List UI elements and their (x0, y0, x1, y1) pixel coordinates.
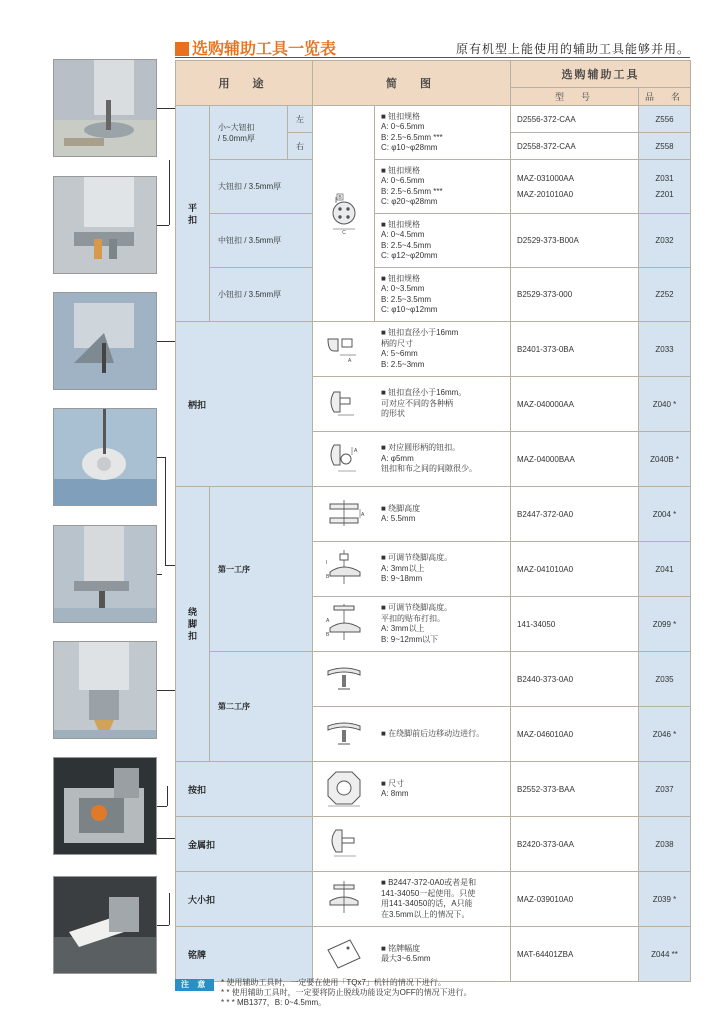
page-title: 选购辅助工具一览表 (175, 36, 336, 59)
photo-snap-button (53, 757, 157, 855)
svg-text:A: A (348, 358, 352, 363)
model-b2529: B2529-373-000 (511, 268, 639, 322)
model-mat-64401: MAT-64401ZBA (511, 927, 639, 982)
part-z046: Z046 * (639, 707, 691, 762)
desc-row-2: ■ 钮扣规格 A: 0~6.5mm B: 2.5~6.5mm *** C: φ20~φ28mm (375, 160, 511, 214)
desc-row-4: ■ 钮扣规格 A: 0~3.5mm B: 2.5~3.5mm C: φ10~φ12mm (375, 268, 511, 322)
diagram-wrap-5 (313, 718, 375, 750)
model-maz-039010: MAZ-039010A0 (511, 872, 639, 927)
part-z252: Z252 (639, 268, 691, 322)
desc-row-1: ■ 钮扣规格 A: 0~6.5mm B: 2.5~6.5mm *** C: φ10~φ28mm (375, 106, 511, 160)
cat-wrap: 绕 脚 扣 (176, 487, 210, 762)
accessory-table (175, 60, 691, 982)
model-b2401: B2401-373-0BA (511, 322, 639, 377)
model-b2552: B2552-373-BAA (511, 762, 639, 817)
diagram-label (313, 936, 375, 972)
model-d2556: D2556-372-CAA (511, 106, 639, 133)
model-141-34050: 141-34050 (511, 597, 639, 652)
cat-metal: 金属扣 (176, 817, 313, 872)
model-maz-041010: MAZ-041010A0 (511, 542, 639, 597)
part-z035: Z035 (639, 652, 691, 707)
col-model-header: 型 号 (511, 88, 639, 106)
svg-text:C: C (341, 229, 346, 235)
page-header (175, 36, 690, 60)
model-maz-046010: MAZ-046010A0 (511, 707, 639, 762)
desc-row-8: ■ 绕脚高度 A: 5.5mm (381, 503, 421, 523)
diagram-wrap-2 (313, 548, 375, 590)
svg-text:A: A (361, 512, 365, 518)
desc-row-5: ■ 钮扣直径小于16mm 柄的尺寸 A: 5~6mm B: 2.5~3mm (381, 328, 459, 369)
col-usage-header: 用 途 (176, 61, 313, 106)
sub-large: 大钮扣 / 3.5mm厚 (210, 160, 313, 214)
cat-size: 大小扣 (176, 872, 313, 927)
notes-tag: 注 意 (175, 979, 214, 991)
part-z032: Z032 (639, 214, 691, 268)
sub-step1: 第一工序 (210, 487, 313, 652)
svg-text:I: I (326, 560, 328, 566)
cat-label: 铭牌 (176, 927, 313, 982)
side-left: 左 (288, 106, 313, 133)
model-maz-040000: MAZ-040000AA (511, 377, 639, 432)
desc-row-7: ■ 对应圆形柄的钮扣。 A: φ5mm 钮扣和布之间的间隙很少。 (381, 443, 478, 474)
sub-medium: 中钮扣 / 3.5mm厚 (210, 214, 313, 268)
part-z556: Z556 (639, 106, 691, 133)
diagram-snap (313, 768, 375, 810)
desc-row-16: ■ 铭牌幅度 最大3~6.5mm (381, 943, 431, 963)
sub-step2: 第二工序 (210, 652, 313, 762)
col-option-header: 选购辅助工具 (511, 61, 691, 88)
svg-text:A: A (354, 448, 358, 454)
diagram-shank-2 (313, 388, 375, 420)
model-b2420: B2420-373-0AA (511, 817, 639, 872)
diagram-wrap-1 (313, 496, 375, 532)
diagram-shank-1 (313, 333, 375, 365)
part-z040: Z040 * (639, 377, 691, 432)
diagram-wrap-3 (313, 602, 375, 646)
desc-row-13: ■ 尺寸 A: 8mm (381, 778, 409, 798)
diagram-metal (313, 826, 375, 862)
diagram-wrap-4 (313, 663, 375, 695)
photo-label-tool (53, 876, 157, 974)
cat-flat: 平 扣 (176, 106, 210, 322)
page-subtitle: 原有机型上能使用的辅助工具能够并用。 (455, 42, 690, 56)
photo-wrap-step1-b (53, 525, 157, 623)
photo-flat-button-clamp (53, 176, 157, 274)
desc-row-15: ■ B2447-372-0A0或者是和 141-34050一起使用。只使 用141-34050的话，A只能 在3.5mm以上的情况下。 (381, 878, 477, 919)
note-line-1: * 使用辅助工具时，一定要在使用「TQx7」机针的情况下进行。 (221, 978, 446, 987)
model-maz-04000b: MAZ-04000BAA (511, 432, 639, 487)
desc-row-6: ■ 钮扣直径小于16mm。 可对应不同的各种柄 的形状 (381, 388, 467, 419)
col-part-header: 品 名 (639, 88, 691, 106)
part-z038: Z038 (639, 817, 691, 872)
side-right: 右 (288, 133, 313, 160)
model-d2558: D2558-372-CAA (511, 133, 639, 160)
diagram-shank-3 (313, 441, 375, 477)
photo-wrap-step1 (53, 408, 157, 506)
sub-small-large: 小~大钮扣 / 5.0mm厚 (210, 106, 288, 160)
part-z033: Z033 (639, 322, 691, 377)
note-line-3: * * * MB1377，B: 0~4.5mm。 (221, 998, 327, 1007)
part-z040b: Z040B * (639, 432, 691, 487)
svg-text:A: A (326, 618, 330, 624)
desc-row-12: ■ 在绕脚前后边移动边进行。 (381, 728, 485, 738)
photo-shank-button (53, 292, 157, 390)
diagram-size (313, 879, 375, 919)
model-maz-031000: MAZ-031000AA MAZ-201010A0 (511, 160, 639, 214)
photo-wrap-step2 (53, 641, 157, 739)
diagram-flat-button (313, 106, 375, 322)
part-z044: Z044 ** (639, 927, 691, 982)
svg-text:B: B (337, 194, 342, 201)
part-z004: Z004 * (639, 487, 691, 542)
cat-snap: 按扣 (176, 762, 313, 817)
desc-row-9: ■ 可调节绕脚高度。 A: 3mm以上 B: 9~18mm (381, 553, 453, 584)
cat-shank: 柄扣 (176, 322, 313, 487)
part-z099: Z099 * (639, 597, 691, 652)
part-z031-z201: Z031 Z201 (639, 160, 691, 214)
col-diagram-header: 简 图 (313, 61, 511, 106)
sub-small: 小钮扣 / 3.5mm厚 (210, 268, 313, 322)
desc-row-10: ■ 可调节绕脚高度。 平扣的贴布打扣。 A: 3mm以上 B: 9~12mm以下 (381, 603, 453, 644)
part-z041: Z041 (639, 542, 691, 597)
photo-flat-button-foot (53, 59, 157, 157)
part-z558: Z558 (639, 133, 691, 160)
model-d2529: D2529-373-B00A (511, 214, 639, 268)
desc-row-3: ■ 钮扣规格 A: 0~4.5mm B: 2.5~4.5mm C: φ12~φ20mm (375, 214, 511, 268)
note-line-2: * * 使用辅助工具时，一定要将防止脱线功能设定为OFF的情况下进行。 (221, 988, 472, 997)
model-b2447: B2447-372-0A0 (511, 487, 639, 542)
part-z037: Z037 (639, 762, 691, 817)
svg-text:B: B (326, 632, 330, 638)
part-z039: Z039 * (639, 872, 691, 927)
svg-text:B: B (326, 574, 330, 580)
model-b2440: B2440-373-0A0 (511, 652, 639, 707)
